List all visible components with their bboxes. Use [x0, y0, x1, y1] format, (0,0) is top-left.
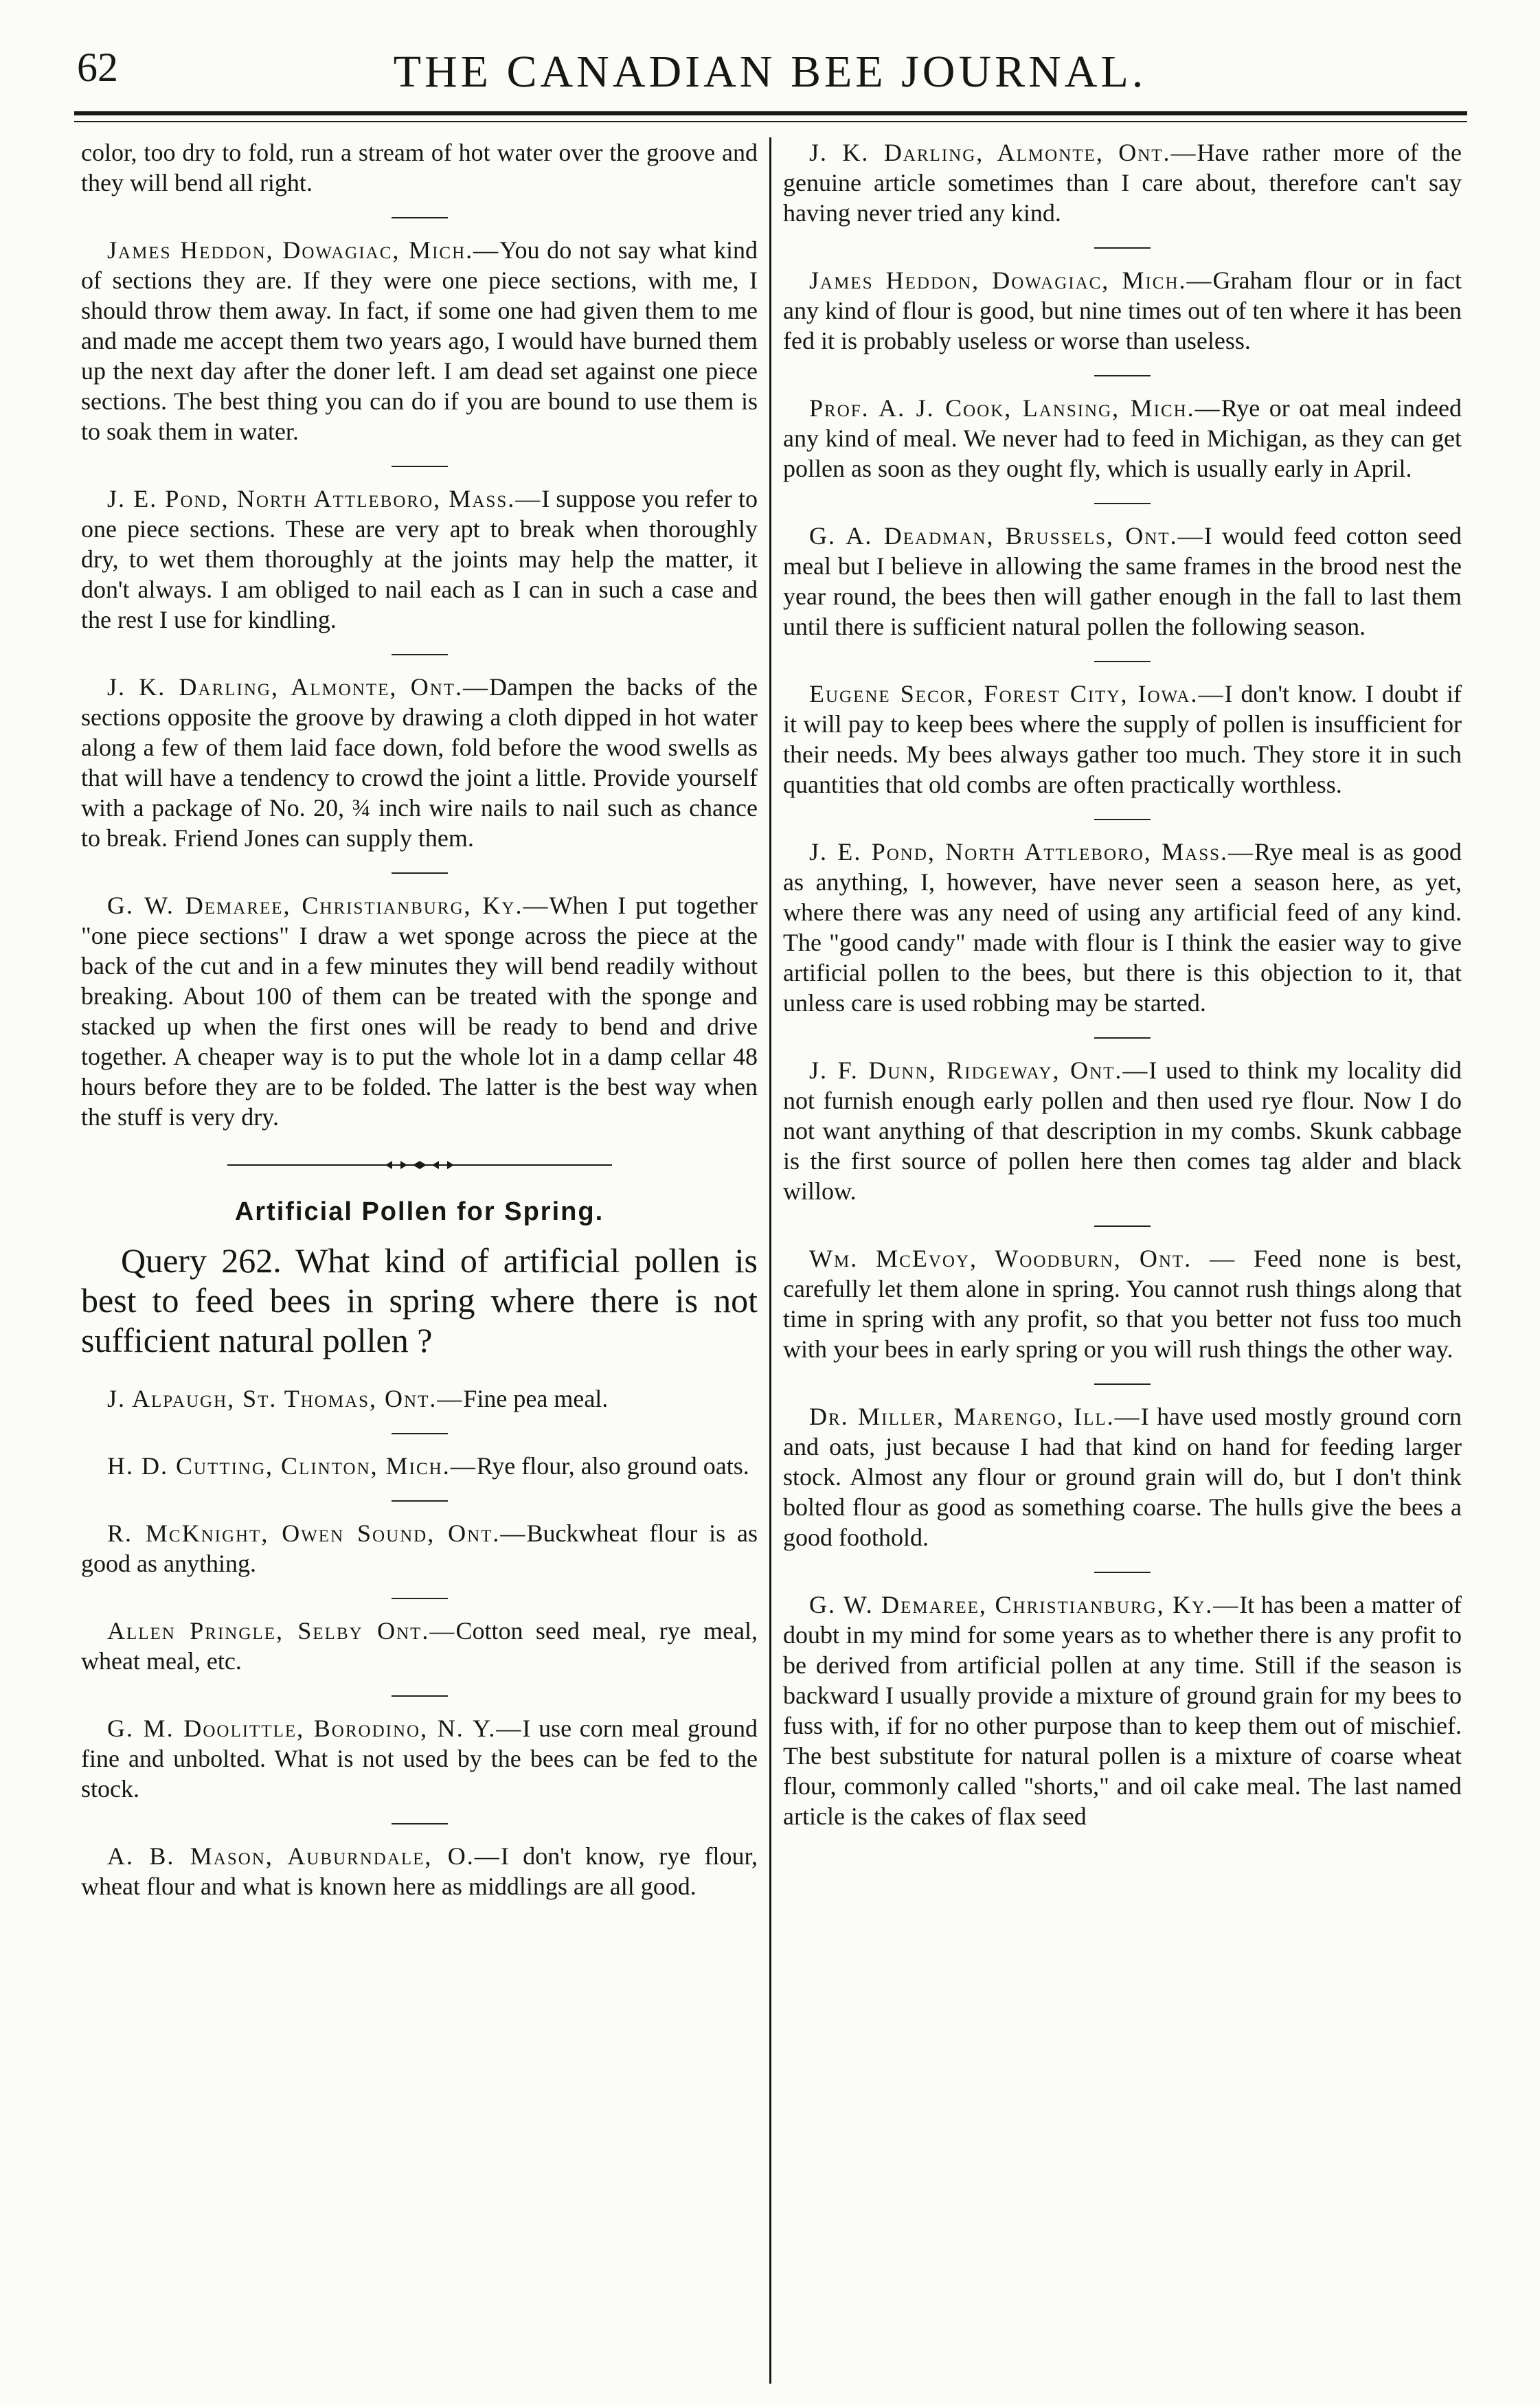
page-number: 62 — [77, 45, 118, 90]
entry-separator — [1094, 1572, 1151, 1573]
answer-entry — [783, 1055, 1462, 1206]
entry-text: I suppose you refer to one piece sections. These are very apt to break when thoroughly dry, to wet them thoroughly at the joints may help the matter, it don't always. I am obliged to nail each as I can in such a case and the rest I use for kindling. — [81, 485, 758, 633]
entry-text: I have used mostly ground corn and oats, just because I had that kind on hand for feeding larger stock. Almost any flour or ground grain will do, but I don't think bolted flour as good as something coarse. The hulls give the bees a good foothold. — [783, 1403, 1462, 1551]
entry-text: Fine pea meal. — [463, 1385, 609, 1412]
entry-separator — [1094, 1383, 1151, 1385]
entry-author: H. D. Cutting, Clinton, Mich.— — [107, 1452, 477, 1480]
entry-text: Feed none is best, carefully let them alone in spring. You cannot rush things along that time in spring with any profit, so that you better not fuss too much with your bees in early spring or you will rush things the other way. — [783, 1245, 1462, 1363]
article-entry — [81, 235, 758, 447]
entry-text: I would feed cotton seed meal but I believe in allowing the same frames in the brood nest the year round, the bees then will gather enough in the fall to last them until there is sufficient natural pollen the following season. — [783, 522, 1462, 640]
journal-title: THE CANADIAN BEE JOURNAL. — [393, 47, 1147, 97]
entry-author: J. E. Pond, North Attleboro, Mass.— — [809, 838, 1255, 866]
answer-entry — [783, 265, 1462, 356]
entry-separator — [1094, 819, 1151, 820]
entry-author: G. W. Demaree, Christianburg, Ky.— — [809, 1591, 1240, 1618]
entry-author: G. A. Deadman, Brussels, Ont.— — [809, 522, 1204, 550]
entry-text: Rye flour, also ground oats. — [476, 1452, 749, 1480]
entry-separator — [1094, 1225, 1151, 1227]
entry-separator — [1094, 661, 1151, 662]
entry-author: G. W. Demaree, Christianburg, Ky.— — [107, 892, 550, 919]
entry-text: Rye or oat meal indeed any kind of meal. We never had to feed in Michigan, as they can get pollen as soon as they ought fly, which is usually early in April. — [783, 394, 1462, 482]
entry-author: James Heddon, Dowagiac, Mich.— — [809, 267, 1213, 294]
entry-separator — [392, 1433, 448, 1434]
article-entry — [81, 890, 758, 1132]
entry-text: I don't know, rye flour, wheat flour and what is known here as middlings are all good. — [81, 1842, 758, 1900]
answer-entry — [81, 1841, 758, 1901]
entry-author: James Heddon, Dowagiac, Mich.— — [107, 236, 500, 264]
entry-separator — [392, 1823, 448, 1824]
entry-text: Graham flour or in fact any kind of flour is good, but nine times out of ten where it has been fed it is probably useless or worse than useless. — [783, 267, 1462, 354]
entry-separator — [392, 1598, 448, 1599]
entry-text: I used to think my locality did not furnish enough early pollen and then used rye flour. Now I do not want anything of that description in my combs. Skunk cabbage is the first source of pollen here then comes tag alder and black willow. — [783, 1056, 1462, 1205]
answer-entry — [783, 679, 1462, 800]
answer-entry — [81, 1713, 758, 1804]
answer-entry — [783, 1243, 1462, 1364]
ornament-rule-icon — [227, 1160, 612, 1171]
entry-text: Cotton seed meal, rye meal, wheat meal, etc. — [81, 1617, 758, 1675]
entry-separator — [392, 1500, 448, 1502]
answer-entry — [81, 1383, 758, 1414]
entry-author: R. McKnight, Owen Sound, Ont.— — [107, 1519, 527, 1547]
entry-separator — [392, 466, 448, 467]
entry-author: A. B. Mason, Auburndale, O.— — [107, 1842, 501, 1870]
entry-author: Prof. A. J. Cook, Lansing, Mich.— — [809, 394, 1221, 422]
entry-text: Buckwheat flour is as good as anything. — [81, 1519, 758, 1577]
entry-separator — [392, 217, 448, 218]
entry-text: I use corn meal ground fine and unbolted. What is not used by the bees can be fed to the stock. — [81, 1715, 758, 1803]
answer-entry — [81, 1518, 758, 1579]
answer-entry — [783, 1590, 1462, 1831]
header-rule-thin — [74, 121, 1467, 122]
entry-text: Rye meal is as good as anything, I, however, have never seen a season here, as yet, where there was any need of using any artificial feed of any kind. The "good candy" made with flour is I think the easier way to give artificial pollen to the bees, but there is this objection to it, that unless care is used robbing may be started. — [783, 838, 1462, 1017]
article-entry — [81, 137, 758, 198]
entry-author: Allen Pringle, Selby Ont.— — [107, 1617, 456, 1645]
entry-author: J. Alpaugh, St. Thomas, Ont.— — [107, 1385, 464, 1412]
column-divider — [769, 137, 771, 2384]
entry-author: J. E. Pond, North Attleboro, Mass.— — [107, 485, 542, 512]
entry-text: Dampen the backs of the sections opposite the groove by drawing a cloth dipped in hot water along a few of them laid face down, fold before the wood swells as that will have a tendency to crowd the joint a little. Provide yourself with a package of No. 20, ¾ inch wire nails to nail such as chance to break. Friend Jones can supply them. — [81, 673, 758, 852]
page-header — [0, 0, 1540, 124]
entry-author: Wm. McEvoy, Woodburn, Ont. — — [809, 1245, 1254, 1272]
entry-author: J. K. Darling, Almonte, Ont.— — [809, 139, 1197, 166]
section-title: Artificial Pollen for Spring. — [234, 1197, 604, 1226]
answer-entry — [81, 1616, 758, 1676]
left-column — [81, 137, 758, 1921]
entry-separator — [1094, 503, 1151, 504]
header-rule — [74, 111, 1467, 115]
entry-text: color, too dry to fold, run a stream of hot water over the groove and they will bend all right. — [81, 139, 758, 196]
entry-author: Dr. Miller, Marengo, Ill.— — [809, 1403, 1141, 1430]
entry-author: G. M. Doolittle, Borodino, N. Y.— — [107, 1715, 523, 1742]
right-column — [783, 137, 1462, 1851]
answer-entry — [783, 393, 1462, 484]
answer-entry — [783, 837, 1462, 1018]
entry-separator — [392, 872, 448, 874]
entry-separator — [1094, 375, 1151, 376]
section-ornament — [81, 1160, 758, 1171]
entry-author: J. K. Darling, Almonte, Ont.— — [107, 673, 490, 701]
entry-separator — [392, 1695, 448, 1697]
entry-text: You do not say what kind of sections they are. If they were one piece sections, with me, I should throw them away. In fact, if some one had given them to me and made me accept them two years ago, I would have burned them up the next day after the doner left. I am dead set against one piece sections. The best thing you can do if you are bound to use them is to soak them in water. — [81, 236, 758, 445]
query-text: Query 262. What kind of artificial pollen is best to feed bees in spring where there is not sufficient natural pollen ? — [81, 1241, 758, 1359]
entry-separator — [1094, 1037, 1151, 1039]
answer-entry — [783, 521, 1462, 642]
entry-text: When I put together "one piece sections" I draw a wet sponge across the piece at the back of the cut and in a few minutes they will bend readily without breaking. About 100 of them can be treated with the sponge and stacked up when the first ones will be ready to bend and drive together. A cheaper way is to put the whole lot in a damp cellar 48 hours before they are to be folded. The latter is the best way when the stuff is very dry. — [81, 892, 758, 1131]
answer-entry — [81, 1451, 758, 1481]
entry-author: Eugene Secor, Forest City, Iowa.— — [809, 680, 1225, 708]
entry-text: It has been a matter of doubt in my mind for some years as to whether there is any profit to be derived from artificial pollen at any time. Still if the season is backward I usually provide a mixture of ground grain for my bees to fuss with, if for no other purpose than to keep them out of mischief. The best substitute for natural pollen is a mixture of coarse wheat flour, commonly called "shorts," and oil cake meal. The last named article is the cakes of flax seed — [783, 1591, 1462, 1830]
entry-text: Have rather more of the genuine article sometimes than I care about, therefore can't say having never tried any kind. — [783, 139, 1462, 227]
answer-entry — [783, 1401, 1462, 1552]
article-entry — [81, 672, 758, 853]
entry-separator — [1094, 247, 1151, 249]
article-entry — [81, 484, 758, 635]
entry-text: I don't know. I doubt if it will pay to keep bees where the supply of pollen is insufficient for their needs. My bees always gather too much. They store it in such quantities that old combs are often practically worthless. — [783, 680, 1462, 798]
entry-author: J. F. Dunn, Ridgeway, Ont.— — [809, 1056, 1149, 1084]
entry-separator — [392, 654, 448, 655]
answer-entry — [783, 137, 1462, 228]
